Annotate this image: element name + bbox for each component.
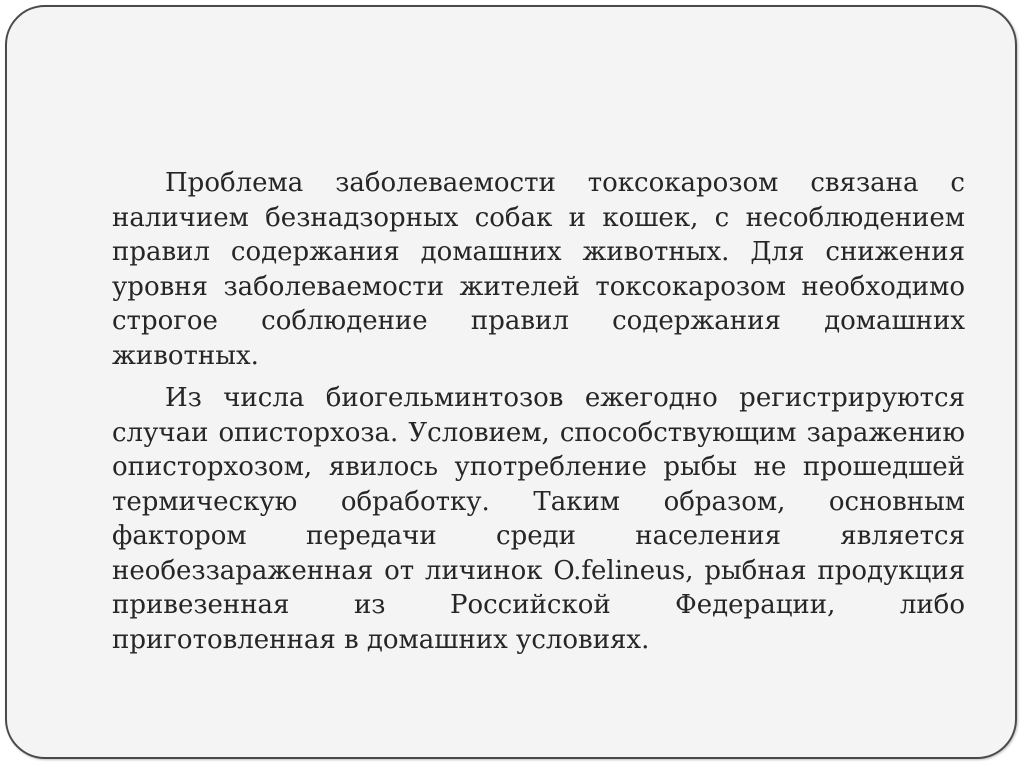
slide-body — [112, 166, 965, 657]
paragraph-opisthorchiasis: Из числа биогельминтозов ежегодно регистрируются случаи описторхоза. Условием, способствующим заражению описторхозом, явилось употребление рыбы не прошедшей термическую обработку. Таким образом, основным фактором передачи среди населения является необеззараженная от личинок O.felineus, рыбная продукция привезенная из Российской Федерации, либо приготовленная в домашних условиях. — [112, 383, 965, 655]
paragraph-toxocarosis: Проблема заболеваемости токсокарозом связана с наличием безнадзорных собак и кошек, с несоблюдением правил содержания домашних животных. Для снижения уровня заболеваемости жителей токсокарозом необходимо строгое соблюдение правил содержания домашних животных. — [112, 168, 965, 371]
